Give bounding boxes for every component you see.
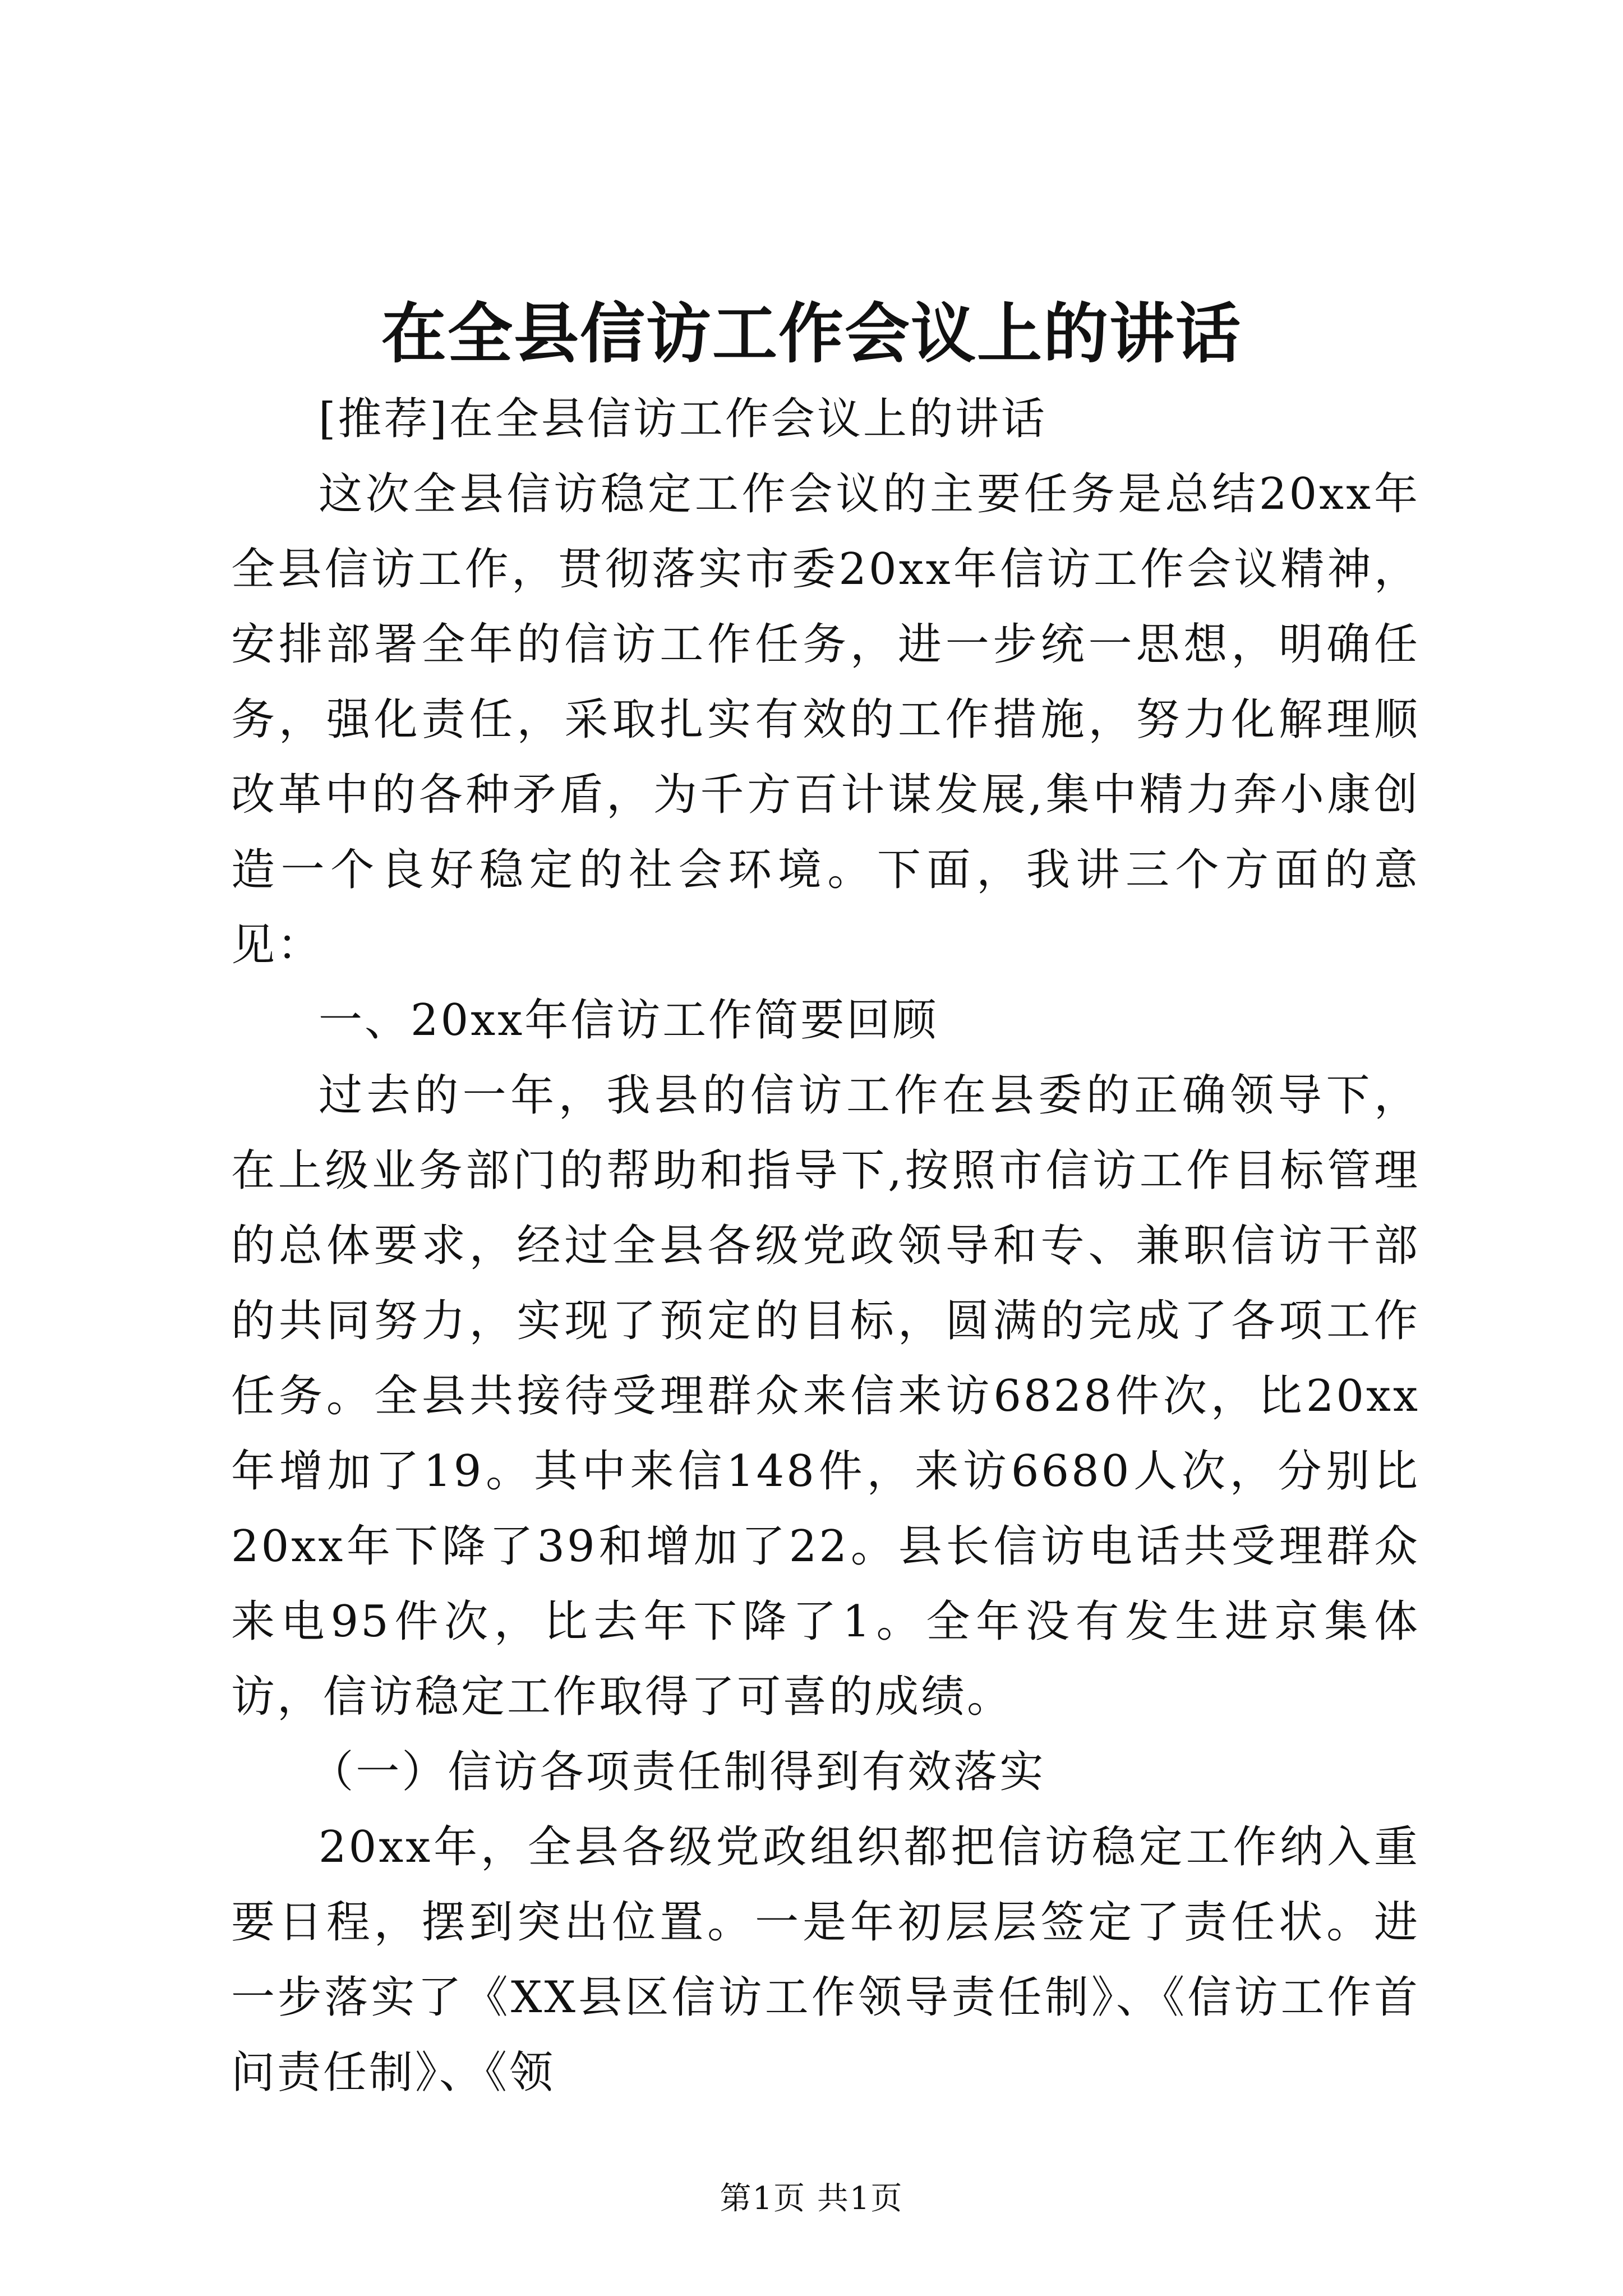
section-heading-review: 一、20xx年信访工作简要回顾 bbox=[319, 995, 939, 1046]
paragraph-intro: 这次全县信访稳定工作会议的主要任务是总结20xx年全县信访工作，贯彻落实市委20xx年信访工作会议精神，安排部署全年的信访工作任务，进一步统一思想，明确任务，强化责任，采取扎实有效的工作措施，努力化解理顺改革中的各种矛盾，为千方百计谋发展,集中精力奔小康创造一个良好稳定的社会环境。下面，我讲三个方面的意见： bbox=[231, 469, 1420, 970]
paragraph-responsibility: 20xx年，全县各级党政组织都把信访稳定工作纳入重要日程，摆到突出位置。一是年初层层签定了责任状。进一步落实了《XX县区信访工作领导责任制》、《信访工作首问责任制》、《领 bbox=[231, 1822, 1420, 2098]
page-footer: 第1页 共1页 bbox=[720, 2180, 903, 2217]
document-title: 在全县信访工作会议上的讲话 bbox=[381, 296, 1242, 372]
document-body bbox=[231, 381, 1420, 2110]
subsection-heading-responsibility: （一）信访各项责任制得到有效落实 bbox=[310, 1747, 1046, 1797]
paragraph-heading-recommend: [推荐]在全县信访工作会议上的讲话 bbox=[319, 394, 1047, 444]
paragraph-review: 过去的一年，我县的信访工作在县委的正确领导下，在上级业务部门的帮助和指导下,按照市信访工作目标管理的总体要求，经过全县各级党政领导和专、兼职信访干部的共同努力，实现了预定的目标，圆满的完成了各项工作任务。全县共接待受理群众来信来访6828件次，比20xx年增加了19。其中来信148件，来访6680人次，分别比20xx年下降了39和增加了22。县长信访电话共受理群众来电95件次，比去年下降了1。全年没有发生进京集体访，信访稳定工作取得了可喜的成绩。 bbox=[231, 1070, 1420, 1722]
